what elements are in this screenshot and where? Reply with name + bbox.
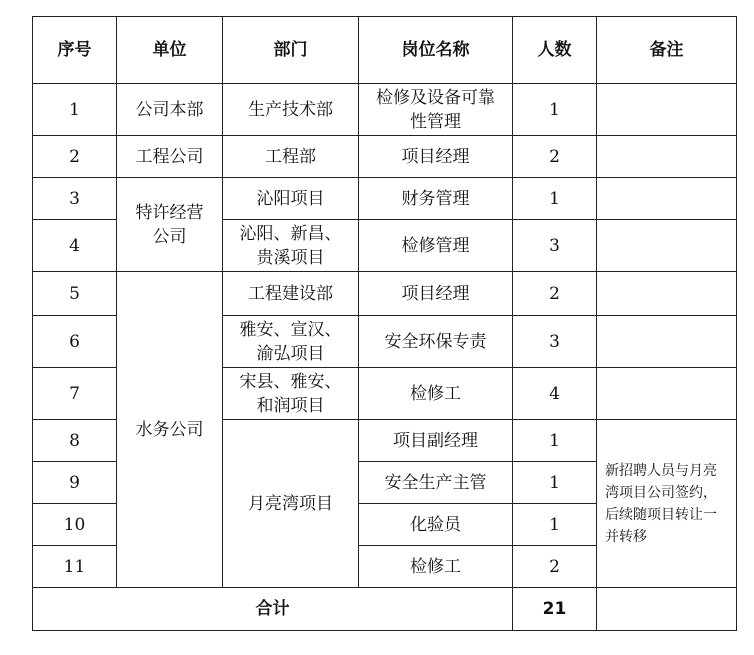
cell-dept-text: 宋县、雅安、和润项目 xyxy=(239,371,342,416)
cell-post-text: 检修及设备可靠性管理 xyxy=(376,87,495,132)
cell-count: 4 xyxy=(513,368,597,420)
cell-count: 1 xyxy=(513,462,597,504)
cell-post: 财务管理 xyxy=(359,178,513,220)
cell-no: 9 xyxy=(33,462,117,504)
cell-dept xyxy=(223,316,359,368)
cell-unit: 工程公司 xyxy=(117,136,223,178)
header-unit: 单位 xyxy=(117,17,223,84)
cell-dept xyxy=(223,368,359,420)
cell-dept xyxy=(223,220,359,272)
cell-post: 项目经理 xyxy=(359,272,513,316)
total-note xyxy=(597,588,737,631)
cell-count: 3 xyxy=(513,220,597,272)
table-header-row xyxy=(33,17,737,84)
cell-dept: 工程建设部 xyxy=(223,272,359,316)
cell-no: 7 xyxy=(33,368,117,420)
cell-count: 1 xyxy=(513,178,597,220)
cell-note xyxy=(597,84,737,136)
cell-note xyxy=(597,368,737,420)
cell-no: 10 xyxy=(33,504,117,546)
cell-note xyxy=(597,272,737,316)
table-row xyxy=(33,178,737,220)
cell-count: 1 xyxy=(513,420,597,462)
cell-note xyxy=(597,178,737,220)
table-row xyxy=(33,272,737,316)
cell-no: 5 xyxy=(33,272,117,316)
staffing-table xyxy=(32,16,737,631)
cell-post: 项目经理 xyxy=(359,136,513,178)
cell-count: 2 xyxy=(513,546,597,588)
cell-count: 1 xyxy=(513,504,597,546)
cell-unit: 公司本部 xyxy=(117,84,223,136)
cell-post xyxy=(359,84,513,136)
cell-unit: 水务公司 xyxy=(117,272,223,588)
cell-count: 3 xyxy=(513,316,597,368)
cell-no: 11 xyxy=(33,546,117,588)
cell-note xyxy=(597,220,737,272)
table-row xyxy=(33,136,737,178)
total-label: 合计 xyxy=(33,588,513,631)
cell-no: 1 xyxy=(33,84,117,136)
header-dept: 部门 xyxy=(223,17,359,84)
cell-post: 化验员 xyxy=(359,504,513,546)
cell-no: 6 xyxy=(33,316,117,368)
cell-no: 4 xyxy=(33,220,117,272)
cell-post: 安全生产主管 xyxy=(359,462,513,504)
cell-dept: 沁阳项目 xyxy=(223,178,359,220)
cell-post: 检修管理 xyxy=(359,220,513,272)
cell-dept: 生产技术部 xyxy=(223,84,359,136)
total-row xyxy=(33,588,737,631)
cell-post: 检修工 xyxy=(359,546,513,588)
header-count: 人数 xyxy=(513,17,597,84)
cell-post: 项目副经理 xyxy=(359,420,513,462)
total-count: 21 xyxy=(513,588,597,631)
cell-no: 2 xyxy=(33,136,117,178)
cell-note xyxy=(597,136,737,178)
cell-dept: 月亮湾项目 xyxy=(223,420,359,588)
cell-count: 1 xyxy=(513,84,597,136)
cell-no: 3 xyxy=(33,178,117,220)
cell-dept-text: 沁阳、新昌、贵溪项目 xyxy=(239,223,342,268)
cell-dept: 工程部 xyxy=(223,136,359,178)
cell-count: 2 xyxy=(513,272,597,316)
cell-no: 8 xyxy=(33,420,117,462)
header-no: 序号 xyxy=(33,17,117,84)
cell-note xyxy=(597,316,737,368)
cell-post: 安全环保专责 xyxy=(359,316,513,368)
header-note: 备注 xyxy=(597,17,737,84)
cell-unit xyxy=(117,178,223,272)
table-row xyxy=(33,84,737,136)
cell-post: 检修工 xyxy=(359,368,513,420)
cell-count: 2 xyxy=(513,136,597,178)
cell-unit-text: 特许经营公司 xyxy=(135,202,204,247)
header-post: 岗位名称 xyxy=(359,17,513,84)
cell-note: 新招聘人员与月亮湾项目公司签约，后续随项目转让一并转移 xyxy=(597,420,737,588)
cell-dept-text: 雅安、宣汉、渝弘项目 xyxy=(239,319,342,364)
